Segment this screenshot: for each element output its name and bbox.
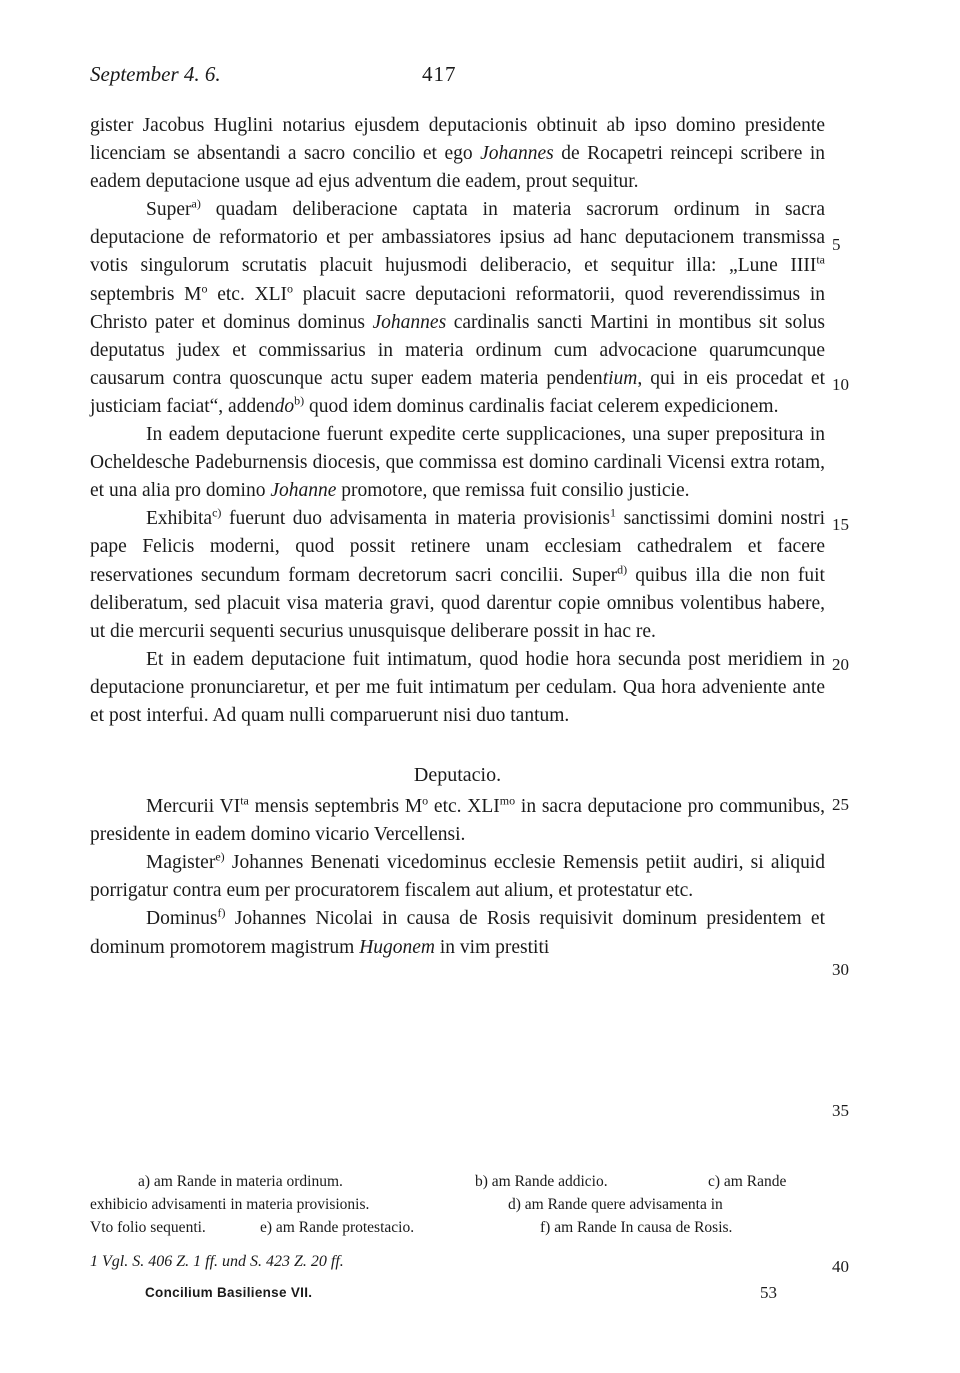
paragraph (90, 421, 825, 505)
note-marker: o (201, 281, 208, 296)
footnote-a: a) am Rande in materia ordinum. (138, 1173, 343, 1190)
paragraph (90, 196, 825, 421)
text-run: de Rocapetri reincepi scribere in eadem deputacione usque ad ejus adventum die eadem, prout sequitur. (90, 143, 825, 193)
note-marker: 1 (610, 505, 617, 520)
signature-mark: 53 (760, 1283, 777, 1302)
text-run: promotore, que remissa fuit consilio justicie. (336, 480, 690, 502)
text-run: Et in eadem deputacione fuit intimatum, quod hodie hora secunda post meridiem in deputacione pronunciaretur, et per me fuit intimatum per cedulam. Qua hora adveniente ante et post interfui. Ad quam nulli comparuerunt nisi duo tantum. (90, 648, 825, 726)
paragraph (90, 905, 825, 961)
text-run: cardinalis sancti Martini in montibus sit solus deputatus judex et commissarius in materia ordinum cum advocacione quarumcunque causarum contra quoscunque actu super eadem materia penden (90, 311, 825, 389)
text-run: Exhibita (146, 508, 213, 530)
footnote-c: c) am Rande (708, 1173, 787, 1190)
footnote-row (90, 1193, 825, 1216)
text-run: etc. XLI (428, 796, 500, 818)
note-marker: ta (816, 252, 825, 267)
line-number-35: 35 (832, 1101, 849, 1120)
note-marker: f) (217, 905, 226, 920)
text-block-2 (90, 793, 825, 962)
text-run: fuerunt duo advisamenta in materia provisionis (221, 508, 611, 530)
critical-apparatus (90, 1170, 825, 1239)
text-run: in sacra deputacione pro communibus, presidente in eadem domino vicario Vercellensi. (90, 796, 825, 846)
text-run: Johanne (270, 480, 337, 502)
note-marker: a) (191, 196, 201, 211)
text-run: in vim prestiti (435, 936, 550, 958)
main-text (90, 112, 825, 962)
paragraph (90, 793, 825, 849)
text-run: In eadem deputacione fuerunt expedite certe supplicaciones, una super prepositura in Ocheldesche Padeburnensis diocesis, que commissa est domino cardinali Vicensi extra rotam, et una alia pro domino (90, 424, 825, 502)
footnote-b: b) am Rande addicio. (475, 1173, 608, 1190)
text-run: Johannes Benenati vicedominus ecclesie Remensis petiit audiri, si aliquid porrigatur contra eum per procuratorem fiscalem aut alium, et protestatur etc. (90, 852, 825, 902)
text-run: quod idem dominus cardinalis faciat celerem expedicionem. (304, 395, 779, 417)
text-run: Mercurii VI (146, 796, 241, 818)
running-head-chapter: September 4. 6. (90, 62, 221, 86)
line-number-30: 30 (832, 960, 849, 979)
text-run: tium (602, 367, 638, 389)
text-run: do (274, 395, 295, 417)
text-run: septembris M (90, 283, 202, 305)
text-run: Hugonem (359, 936, 436, 958)
volume-title: Concilium Basiliense VII. (145, 1285, 313, 1300)
line-number-10: 10 (832, 375, 849, 394)
text-run: quadam deliberacione captata in materia sacrorum ordinum in sacra deputacione de reformatorio et per ambassiatores ipsius ad hanc deputacionem transmissa votis singulorum scrutatis placuit hujusmodi deliberacio, et sequitur illa: „Lune IIII (90, 199, 825, 277)
footnote-f: f) am Rande In causa de Rosis. (540, 1219, 733, 1236)
text-run: etc. XLI (207, 283, 288, 305)
footnote-row (90, 1216, 825, 1239)
note-marker: b) (294, 393, 305, 408)
text-run: Johannes (480, 143, 554, 165)
note-marker: mo (499, 793, 516, 808)
footnote-e: e) am Rande protestacio. (260, 1219, 415, 1236)
note-marker: o (422, 793, 429, 808)
note-marker: ta (240, 793, 249, 808)
reference-footnote: 1 Vgl. S. 406 Z. 1 ff. und S. 423 Z. 20 ff. (90, 1253, 344, 1270)
page-number: 417 (422, 62, 457, 86)
footnote-row (90, 1170, 825, 1193)
paragraph (90, 112, 825, 196)
text-run: placuit sacre deputacioni reformatorii, quod reverendissimus in Christo pater et dominus dominus (90, 283, 825, 333)
text-run: Dominus (146, 908, 218, 930)
text-run: quibus illa die non fuit deliberatum, sed placuit visa materia gravi, quod darentur copie omnibus volentibus habere, ut die mercurii sequenti securius unusquisque deliberare possit in hac re. (90, 564, 825, 642)
line-number-5: 5 (832, 235, 841, 254)
note-marker: e) (215, 849, 225, 864)
line-number-40: 40 (832, 1257, 849, 1276)
text-run: Johannes (372, 311, 447, 333)
running-head (90, 62, 820, 90)
paragraph (90, 505, 825, 645)
text-run: Magister (146, 852, 216, 874)
text-run: sanctissimi domini nostri pape Felicis moderni, quod possit retinere unam ecclesiam cathedralem et facere reservationes secundum formam decretorum sacri concilii. Super (90, 508, 825, 586)
text-run: Super (146, 199, 192, 221)
note-marker: o (287, 281, 294, 296)
text-block-1 (90, 112, 825, 730)
note-marker: c) (212, 505, 222, 520)
text-run: gister Jacobus Huglini notarius ejusdem deputacionis obtinuit ab ipso domino presidente licenciam se absentandi a sacro concilio et ego (90, 115, 825, 165)
footnote-d: d) am Rande quere advisamenta in (508, 1196, 723, 1213)
text-run: mensis septembris M (248, 796, 423, 818)
text-run: Johannes Nicolai in causa de Rosis requisivit dominum presidentem et dominum promotorem magistrum (90, 908, 825, 958)
footnote-d-cont: Vto folio sequenti. (90, 1219, 206, 1236)
paragraph (90, 646, 825, 730)
line-number-15: 15 (832, 515, 849, 534)
footnote-c-cont: exhibicio advisamenti in materia provisionis. (90, 1196, 370, 1213)
note-marker: d) (617, 562, 628, 576)
section-heading: Deputacio. (413, 764, 502, 787)
line-number-25: 25 (832, 795, 849, 814)
text-run: , qui in eis procedat et justiciam faciat“, adden (90, 367, 825, 417)
line-number-20: 20 (832, 655, 849, 674)
paragraph (90, 849, 825, 905)
